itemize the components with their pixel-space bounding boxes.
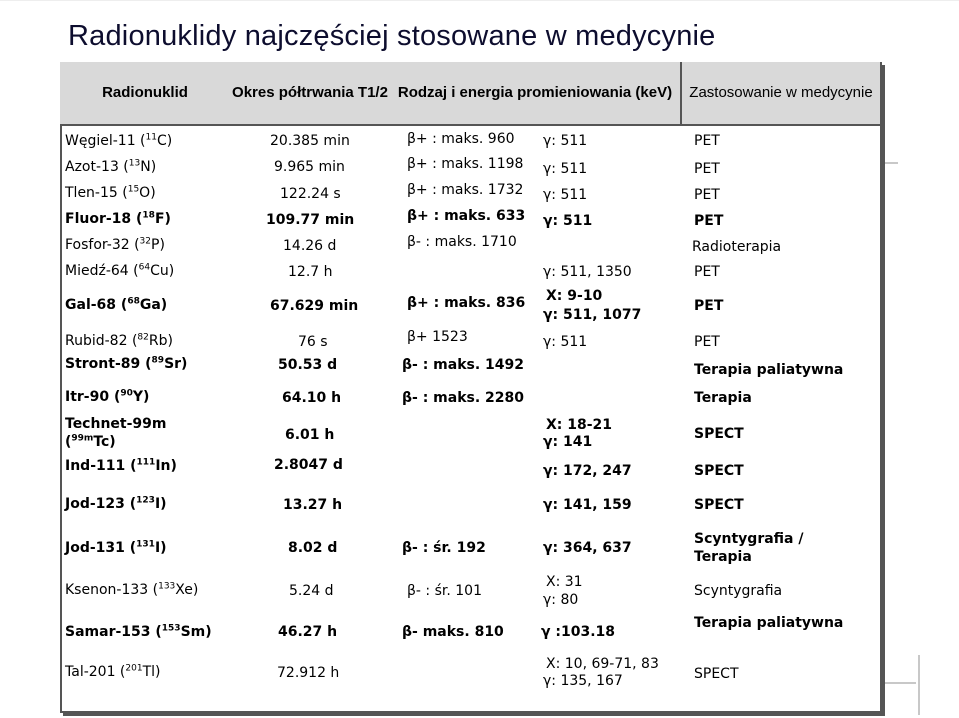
decor-line-bottom-right-h xyxy=(876,682,916,684)
mass-number: 89 xyxy=(151,355,165,366)
gamma-energy: γ: 511, 1350 xyxy=(543,264,632,280)
beta-energy: β- : maks. 1710 xyxy=(407,234,517,250)
gamma-energy: X: 9-10 xyxy=(546,288,603,304)
application-value: PET xyxy=(694,213,724,229)
beta-energy: β- : śr. 101 xyxy=(407,583,482,599)
application-value: PET xyxy=(694,187,720,203)
gamma-energy: γ: 511 xyxy=(543,161,588,177)
header-application: Zastosowanie w medycynie xyxy=(682,62,880,126)
mass-number: 133 xyxy=(158,581,176,592)
application-line1: Scyntygrafia / xyxy=(694,531,804,547)
application-value: PET xyxy=(694,133,720,149)
application-value: Radioterapia xyxy=(692,239,782,255)
mass-number: 18 xyxy=(142,210,155,221)
application-value: PET xyxy=(694,161,720,177)
mass-number: 13 xyxy=(128,158,141,169)
half-life-value: 8.02 d xyxy=(288,540,338,556)
radionuclide-name: Tlen-15 ($^{15}$O) xyxy=(65,184,156,201)
radionuclide-name: Ind-111 ($^{111}$In) xyxy=(65,457,177,474)
radionuclide-name: Azot-13 ($^{13}$N) xyxy=(65,158,157,175)
half-life-value: 122.24 s xyxy=(280,186,341,202)
mass-number: 32 xyxy=(139,236,151,247)
half-life-value: 72.912 h xyxy=(277,665,340,681)
radionuclide-name: Fluor-18 ($^{18}$F) xyxy=(65,210,171,227)
mass-number: 11 xyxy=(145,132,157,143)
radionuclide-name: Fosfor-32 ($^{32}$P) xyxy=(65,236,165,253)
mass-number: 99m xyxy=(71,433,94,444)
beta-energy: β+ : maks. 960 xyxy=(407,131,515,147)
mass-number: 201 xyxy=(125,663,143,674)
beta-energy: β+ : maks. 836 xyxy=(407,295,526,311)
gamma-energy-line2: γ: 135, 167 xyxy=(543,673,623,689)
half-life-value: 64.10 h xyxy=(282,390,342,406)
beta-energy: β+ : maks. 1732 xyxy=(407,182,524,198)
decor-line-top xyxy=(0,0,959,1)
application-value: Terapia xyxy=(694,390,752,406)
radionuclide-name: Itr-90 ($^{90}$Y) xyxy=(65,388,150,405)
gamma-energy-line2: γ: 141 xyxy=(543,434,593,450)
half-life-value: 20.385 min xyxy=(270,133,350,149)
mass-number: 82 xyxy=(137,332,149,343)
radionuclide-name: Miedź-64 ($^{64}$Cu) xyxy=(65,262,175,279)
radionuclide-name: Gal-68 ($^{68}$Ga) xyxy=(65,296,168,313)
gamma-energy: γ: 511 xyxy=(543,187,588,203)
radionuclide-name: Stront-89 ($^{89}$Sr) xyxy=(65,355,188,372)
radionuclide-name: Samar-153 ($^{153}$Sm) xyxy=(65,623,212,640)
page-title: Radionuklidy najczęściej stosowane w medycynie xyxy=(68,20,716,52)
application-value: PET xyxy=(694,264,720,280)
application-value: Terapia paliatywna xyxy=(694,362,844,378)
half-life-value: 67.629 min xyxy=(270,298,359,314)
application-line2: Terapia xyxy=(694,549,752,565)
header-radionuclide: Radionuklid xyxy=(60,62,232,126)
gamma-energy: γ: 511 xyxy=(543,334,588,350)
half-life-value: 5.24 d xyxy=(289,583,334,599)
half-life-value: 50.53 d xyxy=(278,357,338,373)
decor-line-bottom-right xyxy=(918,655,920,715)
gamma-energy: γ :103.18 xyxy=(541,624,616,640)
half-life-value: 76 s xyxy=(298,334,328,350)
application-value xyxy=(694,530,803,566)
mass-number: 153 xyxy=(161,623,181,634)
beta-energy: β- : śr. 192 xyxy=(402,540,486,556)
beta-energy: β- maks. 810 xyxy=(402,624,504,640)
application-value: SPECT xyxy=(694,463,744,479)
mass-number: 90 xyxy=(120,388,133,399)
gamma-energy: γ: 172, 247 xyxy=(543,463,632,479)
radionuclide-name: Węgiel-11 ($^{11}$C) xyxy=(65,132,173,149)
gamma-energy: γ: 364, 637 xyxy=(543,540,632,556)
application-value: SPECT xyxy=(694,666,739,682)
half-life-value: 6.01 h xyxy=(285,427,335,443)
gamma-energy-line2: γ: 511, 1077 xyxy=(543,307,642,323)
radionuclide-name-line1: Technet-99m xyxy=(65,416,167,432)
beta-energy: β- : maks. 2280 xyxy=(402,390,525,406)
half-life-value: 9.965 min xyxy=(274,159,345,175)
radionuclide-name: Tal-201 ($^{201}$Tl) xyxy=(65,663,161,680)
application-value: Terapia paliatywna xyxy=(694,615,844,631)
radionuclide-name-line2: ($^{99m}$Tc) xyxy=(65,433,116,450)
application-value: SPECT xyxy=(694,497,744,513)
beta-energy: β+ 1523 xyxy=(407,329,468,345)
application-value: Scyntygrafia xyxy=(694,583,783,599)
mass-number: 123 xyxy=(136,495,155,506)
beta-energy: β- : maks. 1492 xyxy=(402,357,525,373)
radionuclide-name: Ksenon-133 ($^{133}$Xe) xyxy=(65,581,199,598)
gamma-energy: X: 31 xyxy=(546,574,583,590)
gamma-energy: X: 18-21 xyxy=(546,417,613,433)
beta-energy: β+ : maks. 633 xyxy=(407,208,526,224)
header-radiation: Rodzaj i energia promieniowania (keV) xyxy=(390,62,682,126)
mass-number: 64 xyxy=(138,262,151,273)
half-life-value: 46.27 h xyxy=(278,624,338,640)
mass-number: 131 xyxy=(136,539,155,550)
half-life-value: 13.27 h xyxy=(283,497,343,513)
radionuclide-name: Jod-131 ($^{131}$I) xyxy=(65,539,167,556)
half-life-value: 14.26 d xyxy=(283,238,337,254)
half-life-value: 109.77 min xyxy=(266,212,355,228)
mass-number: 68 xyxy=(127,296,140,307)
gamma-energy: γ: 511 xyxy=(543,133,588,149)
gamma-energy: X: 10, 69-71, 83 xyxy=(546,656,659,672)
application-value: PET xyxy=(694,334,720,350)
gamma-energy: γ: 511 xyxy=(543,213,593,229)
mass-number: 15 xyxy=(127,184,140,195)
application-value: PET xyxy=(694,298,724,314)
radionuclide-name: Jod-123 ($^{123}$I) xyxy=(65,495,167,512)
application-value: SPECT xyxy=(694,426,744,442)
gamma-energy-line2: γ: 80 xyxy=(543,592,579,608)
gamma-energy: γ: 141, 159 xyxy=(543,497,632,513)
half-life-value: 12.7 h xyxy=(288,264,333,280)
header-half-life: Okres półtrwania T1/2 xyxy=(230,62,392,126)
half-life-value: 2.8047 d xyxy=(274,457,343,473)
beta-energy: β+ : maks. 1198 xyxy=(407,156,524,172)
radionuclide-name: Rubid-82 ($^{82}$Rb) xyxy=(65,332,173,349)
mass-number: 111 xyxy=(136,457,156,468)
radionuclide-name xyxy=(65,415,167,451)
